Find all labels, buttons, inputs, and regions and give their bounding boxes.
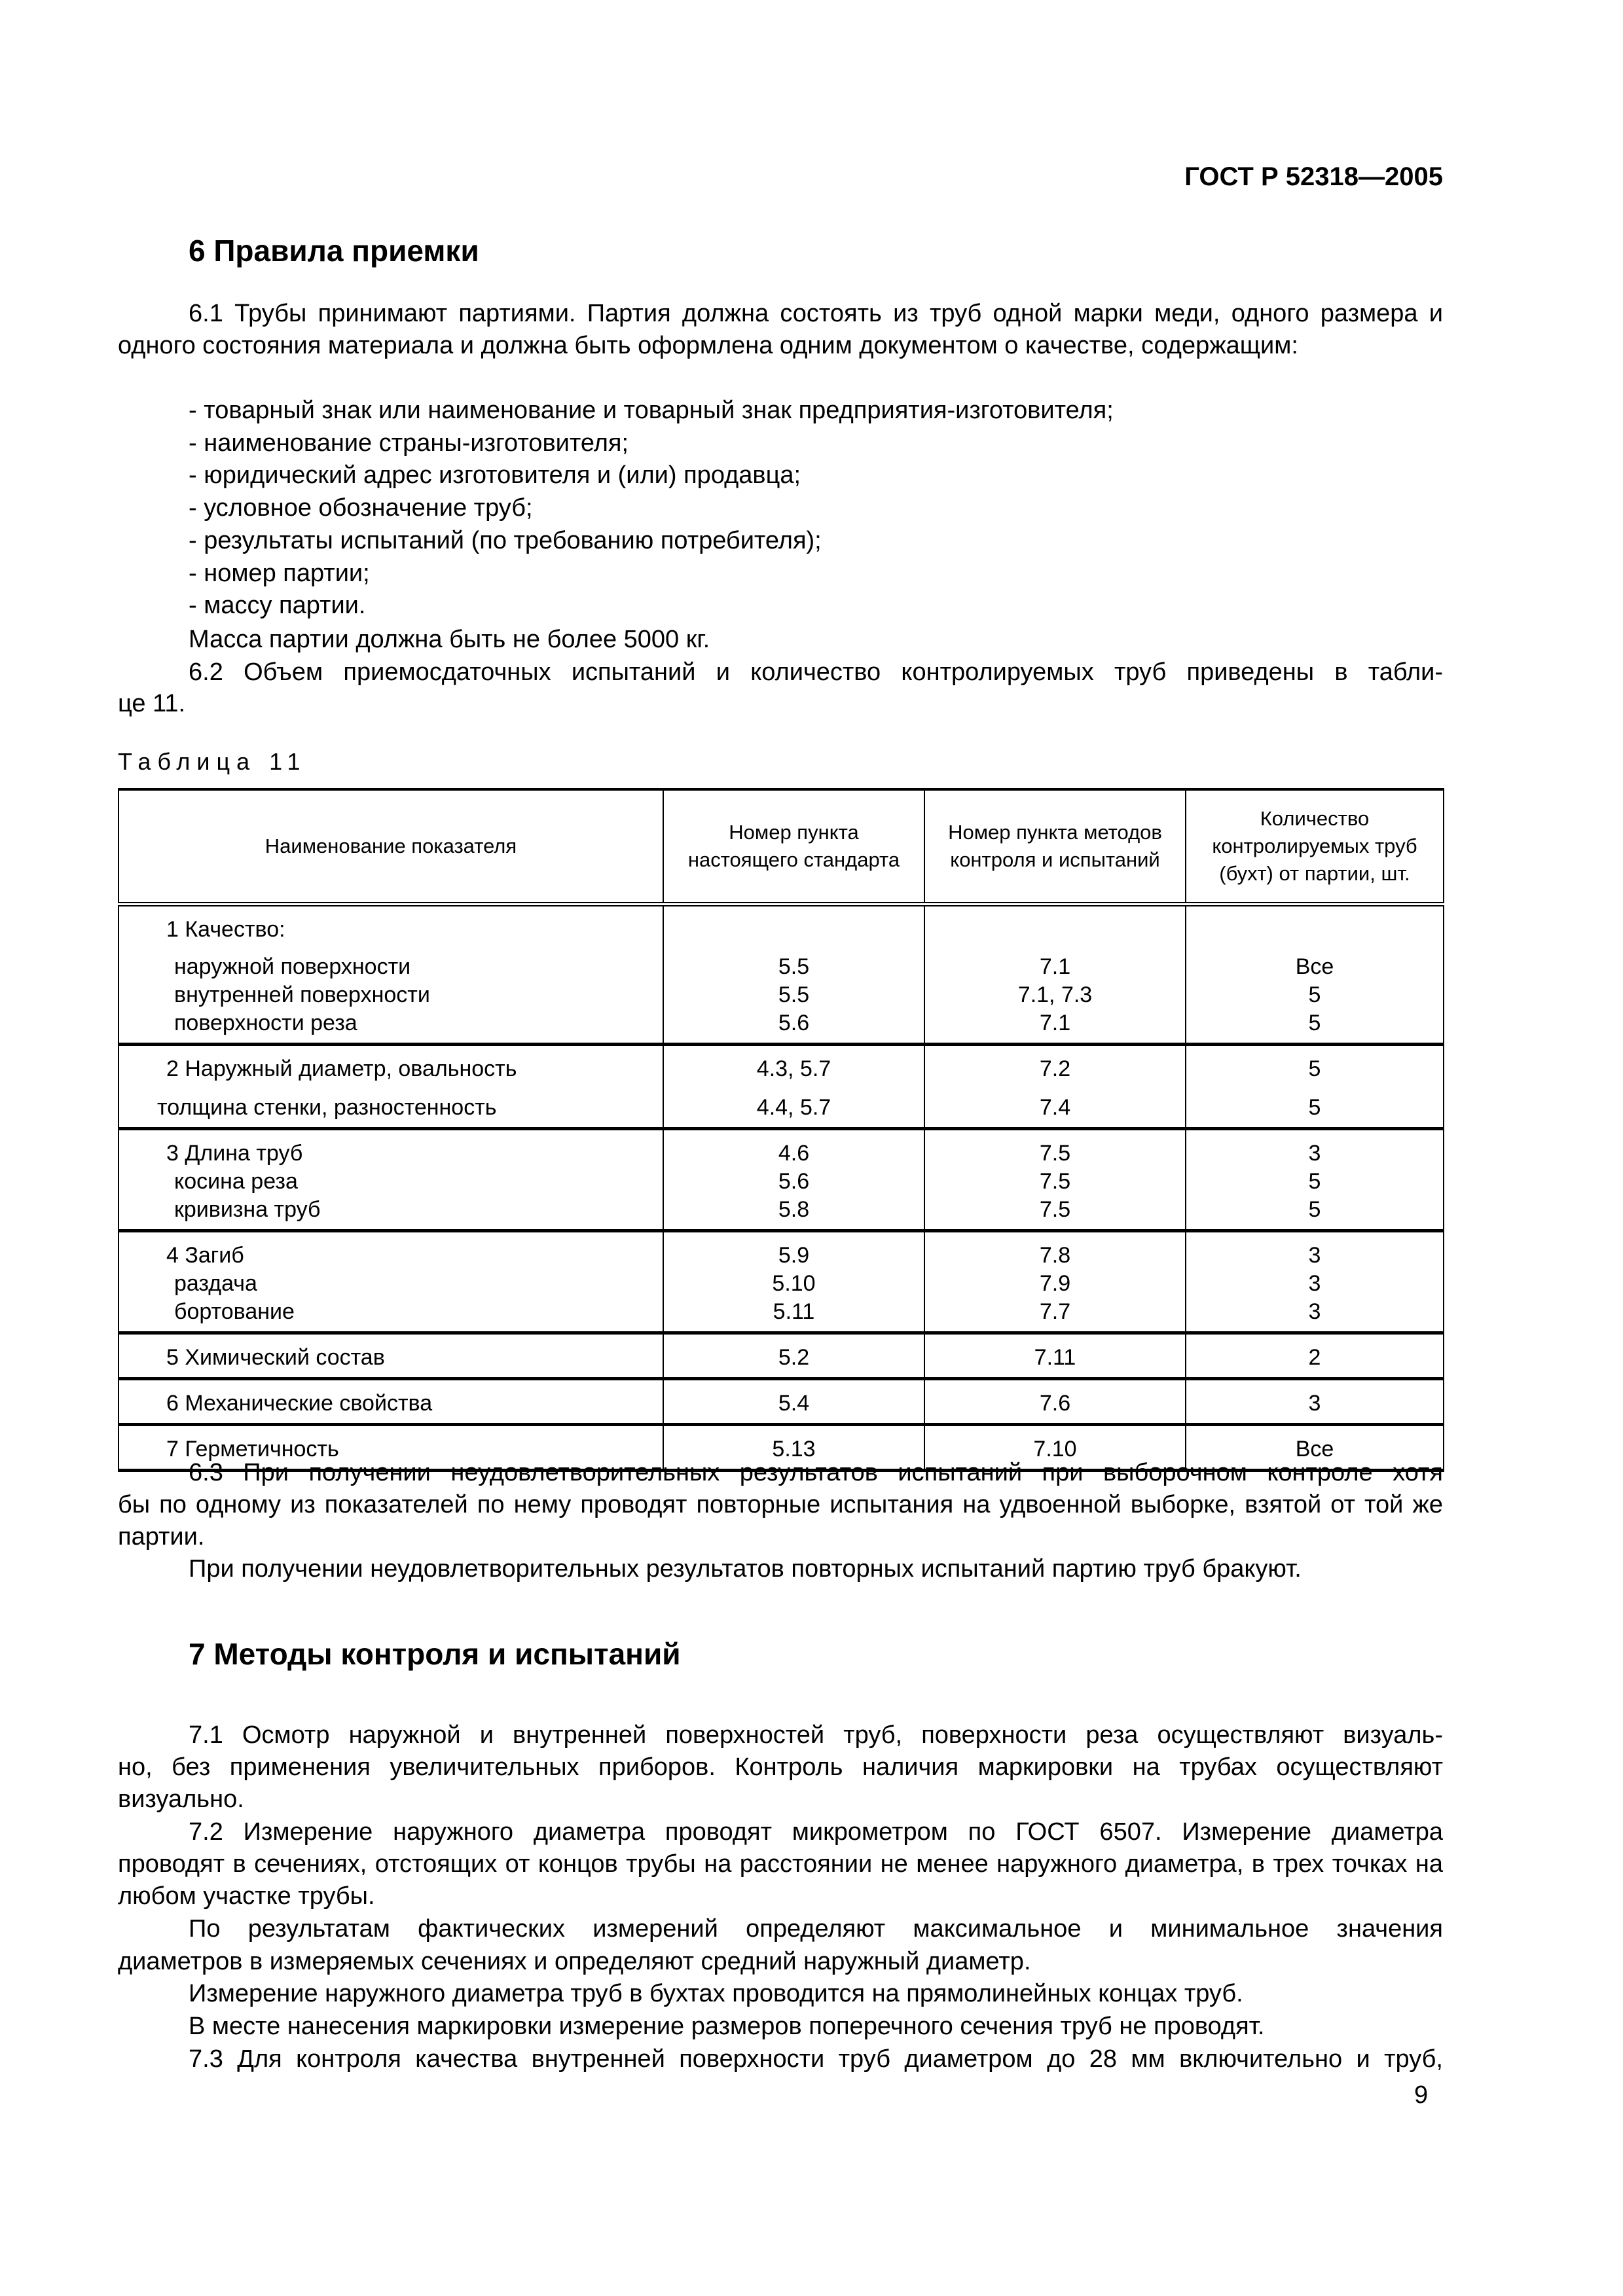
quantity-cell [1186, 1129, 1444, 1231]
quantity-cell [1186, 1045, 1444, 1129]
indicator-name: 7 Герметичность [166, 1437, 339, 1462]
quantity-value: 5 [1308, 1169, 1321, 1194]
quantity-value: 5 [1308, 1011, 1321, 1035]
quantity-value: 3 [1308, 1299, 1321, 1324]
quantity-value: Все [1295, 1437, 1334, 1462]
method-value: 7.5 [1039, 1169, 1071, 1194]
table-row-group [119, 1045, 1444, 1129]
document-contents-list [189, 395, 1114, 622]
clause-cell [663, 1045, 924, 1129]
clause-value: 5.9 [778, 1243, 810, 1268]
list-item: - массу партии. [189, 592, 366, 620]
column-header-indicator: Наименование показателя [119, 789, 663, 905]
paragraph-7-1-line-1: 7.1 Осмотр наружной и внутренней поверхностей труб, поверхности реза осуществляют визуаль- [189, 1721, 1443, 1749]
method-value: 7.7 [1039, 1299, 1071, 1324]
method-value: 7.6 [1039, 1391, 1071, 1416]
paragraph-7-2-rest: проводят в сечениях, отстоящих от концов трубы на расстоянии не менее наружного диаметра, в трех точках на любом участке трубы. [118, 1850, 1443, 1910]
table-row [119, 1333, 1444, 1379]
clause-value: 5.5 [778, 954, 810, 979]
method-value: 7.11 [1034, 1345, 1076, 1370]
clause-cell [663, 1333, 924, 1379]
indicator-name: наружной поверхности [174, 954, 411, 979]
quantity-value: 3 [1308, 1391, 1321, 1416]
method-value: 7.5 [1039, 1141, 1071, 1166]
table-caption: Таблица 11 [118, 748, 307, 775]
quantity-cell [1186, 1231, 1444, 1333]
standard-code-header: ГОСТ Р 52318—2005 [1184, 162, 1443, 191]
table-row [119, 1379, 1444, 1425]
clause-value: 5.2 [778, 1345, 810, 1370]
table-header-row [119, 789, 1444, 905]
list-item: - наименование страны-изготовителя; [189, 429, 629, 457]
paragraph-6-2-line-1: 6.2 Объем приемосдаточных испытаний и количество контролируемых труб приведены в табли- [189, 658, 1443, 686]
list-item: - условное обозначение труб; [189, 494, 533, 522]
clause-value: 5.11 [773, 1299, 815, 1324]
paragraph-7-2-results-line-2: диаметров в измеряемых сечениях и определяют средний наружный диаметр. [118, 1948, 1031, 1975]
method-value: 7.1 [1039, 954, 1071, 979]
method-value: 7.5 [1039, 1197, 1071, 1222]
quantity-cell [1186, 1333, 1444, 1379]
paragraph-7-3: 7.3 Для контроля качества внутренней поверхности труб диаметром до 28 мм включительно и труб, [189, 2045, 1443, 2073]
paragraph-7-2-coils: Измерение наружного диаметра труб в бухтах проводится на прямолинейных концах труб. [189, 1980, 1243, 2007]
table-row-group [119, 905, 1444, 1045]
indicator-name: 2 Наружный диаметр, овальность [166, 1056, 517, 1081]
paragraph-7-2-line-1: 7.2 Измерение наружного диаметра проводят микрометром по ГОСТ 6507. Измерение диаметра [189, 1818, 1443, 1846]
quantity-value: 3 [1308, 1271, 1321, 1296]
quantity-value: 5 [1308, 1095, 1321, 1120]
method-value: 7.8 [1039, 1243, 1071, 1268]
paragraph-7-2-marking: В месте нанесения маркировки измерение размеров поперечного сечения труб не проводят. [189, 2013, 1265, 2040]
clause-cell [663, 1129, 924, 1231]
indicator-name: 6 Механические свойства [166, 1391, 433, 1416]
quantity-value: Все [1295, 954, 1334, 979]
method-value: 7.1, 7.3 [1017, 982, 1093, 1007]
method-value: 7.2 [1039, 1056, 1071, 1081]
paragraph-7-2-results-line-1: По результатам фактических измерений определяют максимальное и минимальное значения [189, 1915, 1443, 1943]
indicator-cell [119, 1045, 663, 1129]
quantity-value: 3 [1308, 1243, 1321, 1268]
clause-value: 5.13 [772, 1437, 816, 1462]
table-11 [118, 788, 1444, 1472]
indicator-name: раздача [174, 1271, 257, 1296]
clause-value: 5.6 [778, 1011, 810, 1035]
method-cell [924, 1231, 1186, 1333]
clause-value: 4.4, 5.7 [756, 1095, 831, 1120]
indicator-name: кривизна труб [174, 1197, 321, 1222]
section-6-heading: 6 Правила приемки [189, 234, 479, 268]
list-item: - товарный знак или наименование и товарный знак предприятия-изготовителя; [189, 397, 1114, 424]
indicator-cell [119, 1379, 663, 1425]
indicator-name: внутренней поверхности [174, 982, 430, 1007]
list-item: - номер партии; [189, 559, 370, 587]
paragraph-6-2-line-2: це 11. [118, 690, 186, 717]
paragraph-6-1: 6.1 Трубы принимают партиями. Партия должна состоять из труб одной марки меди, одного размера и одного состояния материала и должна быть оформлена одним документом о качестве, содержащим: [118, 300, 1443, 359]
quantity-value: 5 [1308, 1197, 1321, 1222]
quantity-value: 5 [1308, 1056, 1321, 1081]
table-row-group [119, 1231, 1444, 1333]
batch-mass-note: Масса партии должна быть не более 5000 кг. [189, 626, 710, 653]
quantity-value: 5 [1308, 982, 1321, 1007]
list-item: - юридический адрес изготовителя и (или) продавца; [189, 461, 801, 490]
paragraph-6-3-rejection: При получении неудовлетворительных результатов повторных испытаний партию труб бракуют. [189, 1555, 1302, 1583]
section-7-heading: 7 Методы контроля и испытаний [189, 1637, 681, 1671]
indicator-name: 1 Качество: [166, 917, 285, 942]
quantity-cell [1186, 1379, 1444, 1425]
indicator-cell [119, 905, 663, 1045]
method-cell [924, 1129, 1186, 1231]
paragraph-6-3-line-1: 6.3 При получении неудовлетворительных результатов испытаний при выборочном контроле хотя [189, 1459, 1443, 1486]
clause-value: 5.10 [772, 1271, 816, 1296]
clause-value: 4.6 [778, 1141, 810, 1166]
list-item: - результаты испытаний (по требованию потребителя); [189, 526, 822, 554]
clause-cell [663, 1379, 924, 1425]
table-row-group [119, 1129, 1444, 1231]
clause-value: 5.8 [778, 1197, 810, 1222]
paragraph-6-3-rest: бы по одному из показателей по нему проводят повторные испытания на удвоенной выборке, взятой от той же партии. [118, 1491, 1443, 1551]
method-cell [924, 1333, 1186, 1379]
method-cell [924, 1379, 1186, 1425]
paragraph-7-1-rest: но, без применения увеличительных приборов. Контроль наличия маркировки на трубах осуществляют визуально. [118, 1753, 1443, 1813]
page-number: 9 [1414, 2081, 1429, 2109]
indicator-name: 3 Длина труб [166, 1141, 303, 1166]
indicator-name: бортование [174, 1299, 295, 1324]
method-value: 7.10 [1033, 1437, 1077, 1462]
quantity-cell [1186, 905, 1444, 1045]
column-header-method: Номер пункта методов контроля и испытаний [924, 789, 1186, 905]
indicator-name: толщина стенки, разностенность [157, 1095, 497, 1120]
clause-cell [663, 1231, 924, 1333]
column-header-quantity: Количество контролируемых труб (бухт) от партии, шт. [1186, 789, 1444, 905]
quantity-value: 2 [1308, 1345, 1321, 1370]
clause-value: 5.4 [778, 1391, 810, 1416]
clause-cell [663, 905, 924, 1045]
method-value: 7.1 [1039, 1011, 1071, 1035]
method-value: 7.4 [1039, 1095, 1071, 1120]
clause-value: 4.3, 5.7 [756, 1056, 831, 1081]
indicator-cell [119, 1333, 663, 1379]
method-cell [924, 905, 1186, 1045]
indicator-cell [119, 1129, 663, 1231]
method-value: 7.9 [1039, 1271, 1071, 1296]
method-cell [924, 1045, 1186, 1129]
indicator-cell [119, 1231, 663, 1333]
indicator-name: 5 Химический состав [166, 1345, 385, 1370]
clause-value: 5.5 [778, 982, 810, 1007]
indicator-name: поверхности реза [174, 1011, 357, 1035]
quantity-value: 3 [1308, 1141, 1321, 1166]
column-header-clause: Номер пункта настоящего стандарта [663, 789, 924, 905]
clause-value: 5.6 [778, 1169, 810, 1194]
indicator-name: косина реза [174, 1169, 298, 1194]
indicator-name: 4 Загиб [166, 1243, 244, 1268]
